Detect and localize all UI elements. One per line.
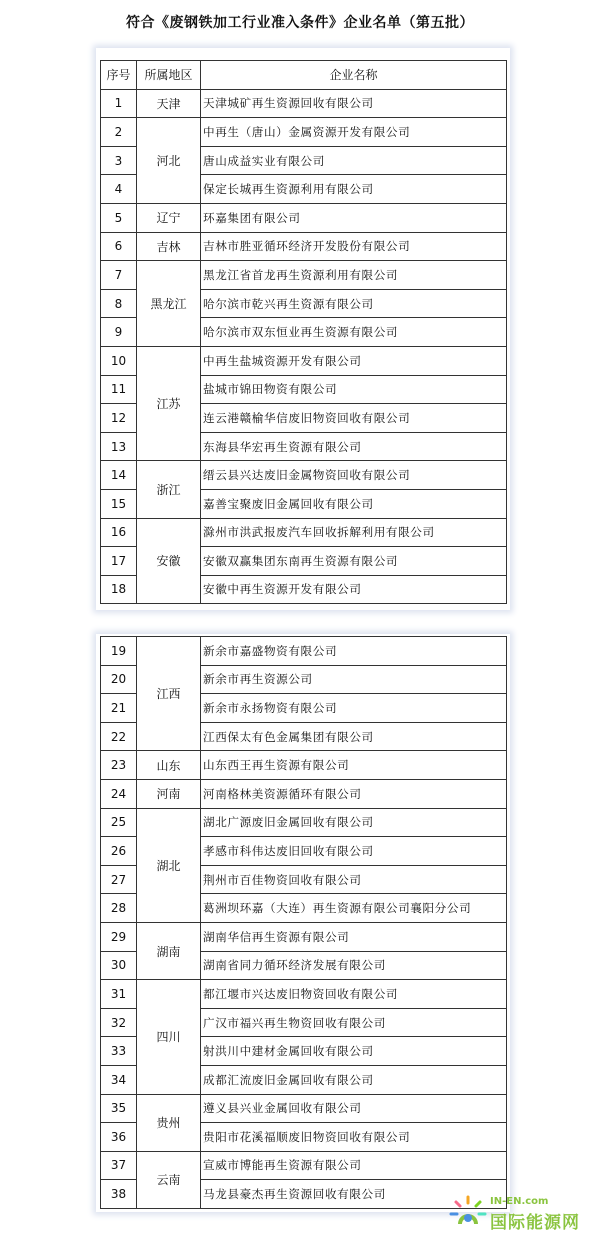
- row-region: 云南: [137, 1151, 201, 1208]
- row-index: 33: [101, 1037, 137, 1066]
- document-page-1: [96, 48, 510, 610]
- row-index: 15: [101, 489, 137, 518]
- row-index: 28: [101, 894, 137, 923]
- table-header-row: [101, 61, 507, 90]
- table-row: [101, 118, 507, 147]
- row-company: 河南格林美资源循环有限公司: [201, 779, 507, 808]
- row-index: 12: [101, 404, 137, 433]
- row-company: 中再生盐城资源开发有限公司: [201, 346, 507, 375]
- row-index: 17: [101, 547, 137, 576]
- row-company: 湖南华信再生资源有限公司: [201, 922, 507, 951]
- watermark-text-cn: 国际能源网: [490, 1213, 580, 1233]
- row-index: 1: [101, 89, 137, 118]
- row-company: 连云港赣榆华信废旧物资回收有限公司: [201, 404, 507, 433]
- row-index: 23: [101, 751, 137, 780]
- row-index: 16: [101, 518, 137, 547]
- table-row: [101, 518, 507, 547]
- row-index: 18: [101, 575, 137, 604]
- row-company: 嘉善宝聚废旧金属回收有限公司: [201, 489, 507, 518]
- row-index: 31: [101, 980, 137, 1009]
- row-company: 荆州市百佳物资回收有限公司: [201, 865, 507, 894]
- table-row: [101, 1094, 507, 1123]
- row-region: 天津: [137, 89, 201, 118]
- row-region: 江苏: [137, 346, 201, 460]
- row-company: 新余市再生资源公司: [201, 665, 507, 694]
- row-region: 安徽: [137, 518, 201, 604]
- row-index: 37: [101, 1151, 137, 1180]
- row-index: 8: [101, 289, 137, 318]
- table-row: [101, 922, 507, 951]
- row-company: 滁州市洪武报废汽车回收拆解利用有限公司: [201, 518, 507, 547]
- row-company: 缙云县兴达废旧金属物资回收有限公司: [201, 461, 507, 490]
- row-company: 黑龙江省首龙再生资源利用有限公司: [201, 261, 507, 290]
- table-row: [101, 779, 507, 808]
- row-index: 32: [101, 1008, 137, 1037]
- row-company: 安徽双赢集团东南再生资源有限公司: [201, 547, 507, 576]
- row-company: 环嘉集团有限公司: [201, 203, 507, 232]
- row-company: 湖南省同力循环经济发展有限公司: [201, 951, 507, 980]
- row-index: 13: [101, 432, 137, 461]
- table-row: [101, 203, 507, 232]
- row-index: 3: [101, 146, 137, 175]
- row-region: 河南: [137, 779, 201, 808]
- table-row: [101, 808, 507, 837]
- row-company: 东海县华宏再生资源有限公司: [201, 432, 507, 461]
- row-region: 浙江: [137, 461, 201, 518]
- company-table-part-2: [100, 636, 507, 1209]
- row-company: 湖北广源废旧金属回收有限公司: [201, 808, 507, 837]
- row-region: 吉林: [137, 232, 201, 261]
- row-index: 10: [101, 346, 137, 375]
- row-company: 吉林市胜亚循环经济开发股份有限公司: [201, 232, 507, 261]
- company-table-part-1: [100, 60, 507, 604]
- row-region: 四川: [137, 980, 201, 1094]
- row-company: 保定长城再生资源利用有限公司: [201, 175, 507, 204]
- watermark-logo: [446, 1192, 596, 1236]
- row-company: 成都汇流废旧金属回收有限公司: [201, 1065, 507, 1094]
- row-index: 27: [101, 865, 137, 894]
- row-region: 山东: [137, 751, 201, 780]
- table-row: [101, 980, 507, 1009]
- table-row: [101, 751, 507, 780]
- row-index: 5: [101, 203, 137, 232]
- row-region: 江西: [137, 637, 201, 751]
- in-en-logo-icon: [448, 1194, 488, 1234]
- row-index: 9: [101, 318, 137, 347]
- row-company: 都江堰市兴达废旧物资回收有限公司: [201, 980, 507, 1009]
- row-company: 新余市永扬物资有限公司: [201, 694, 507, 723]
- row-index: 24: [101, 779, 137, 808]
- table-row: [101, 346, 507, 375]
- row-index: 34: [101, 1065, 137, 1094]
- row-company: 广汉市福兴再生物资回收有限公司: [201, 1008, 507, 1037]
- page-title: 符合《废钢铁加工行业准入条件》企业名单（第五批）: [126, 15, 474, 31]
- row-company: 马龙县豪杰再生资源回收有限公司: [201, 1180, 507, 1209]
- table-row: [101, 89, 507, 118]
- table-row: [101, 461, 507, 490]
- row-company: 哈尔滨市乾兴再生资源有限公司: [201, 289, 507, 318]
- row-company: 宣威市博能再生资源有限公司: [201, 1151, 507, 1180]
- document-page-2: [96, 634, 510, 1212]
- watermark-text-en: IN-EN.com: [490, 1196, 549, 1207]
- row-index: 26: [101, 837, 137, 866]
- row-index: 25: [101, 808, 137, 837]
- row-company: 葛洲坝环嘉（大连）再生资源有限公司襄阳分公司: [201, 894, 507, 923]
- row-index: 38: [101, 1180, 137, 1209]
- row-company: 盐城市锦田物资有限公司: [201, 375, 507, 404]
- row-region: 黑龙江: [137, 261, 201, 347]
- row-company: 山东西王再生资源有限公司: [201, 751, 507, 780]
- row-index: 2: [101, 118, 137, 147]
- table-row: [101, 232, 507, 261]
- row-company: 天津城矿再生资源回收有限公司: [201, 89, 507, 118]
- row-company: 中再生（唐山）金属资源开发有限公司: [201, 118, 507, 147]
- row-region: 贵州: [137, 1094, 201, 1151]
- header-index: 序号: [101, 61, 137, 90]
- row-index: 14: [101, 461, 137, 490]
- row-index: 4: [101, 175, 137, 204]
- row-company: 新余市嘉盛物资有限公司: [201, 637, 507, 666]
- row-region: 湖南: [137, 922, 201, 979]
- row-index: 20: [101, 665, 137, 694]
- row-company: 安徽中再生资源开发有限公司: [201, 575, 507, 604]
- row-index: 11: [101, 375, 137, 404]
- table-row: [101, 261, 507, 290]
- row-index: 30: [101, 951, 137, 980]
- row-region: 辽宁: [137, 203, 201, 232]
- row-company: 唐山成益实业有限公司: [201, 146, 507, 175]
- row-region: 河北: [137, 118, 201, 204]
- row-company: 遵义县兴业金属回收有限公司: [201, 1094, 507, 1123]
- row-company: 孝感市科伟达废旧回收有限公司: [201, 837, 507, 866]
- row-index: 6: [101, 232, 137, 261]
- row-index: 35: [101, 1094, 137, 1123]
- header-region: 所属地区: [137, 61, 201, 90]
- row-company: 江西保太有色金属集团有限公司: [201, 722, 507, 751]
- row-company: 贵阳市花溪福顺废旧物资回收有限公司: [201, 1123, 507, 1152]
- row-company: 哈尔滨市双东恒业再生资源有限公司: [201, 318, 507, 347]
- row-index: 29: [101, 922, 137, 951]
- row-index: 36: [101, 1123, 137, 1152]
- row-index: 22: [101, 722, 137, 751]
- row-region: 湖北: [137, 808, 201, 922]
- row-index: 21: [101, 694, 137, 723]
- table-row: [101, 1151, 507, 1180]
- header-company: 企业名称: [201, 61, 507, 90]
- table-row: [101, 637, 507, 666]
- row-index: 7: [101, 261, 137, 290]
- row-company: 射洪川中建材金属回收有限公司: [201, 1037, 507, 1066]
- row-index: 19: [101, 637, 137, 666]
